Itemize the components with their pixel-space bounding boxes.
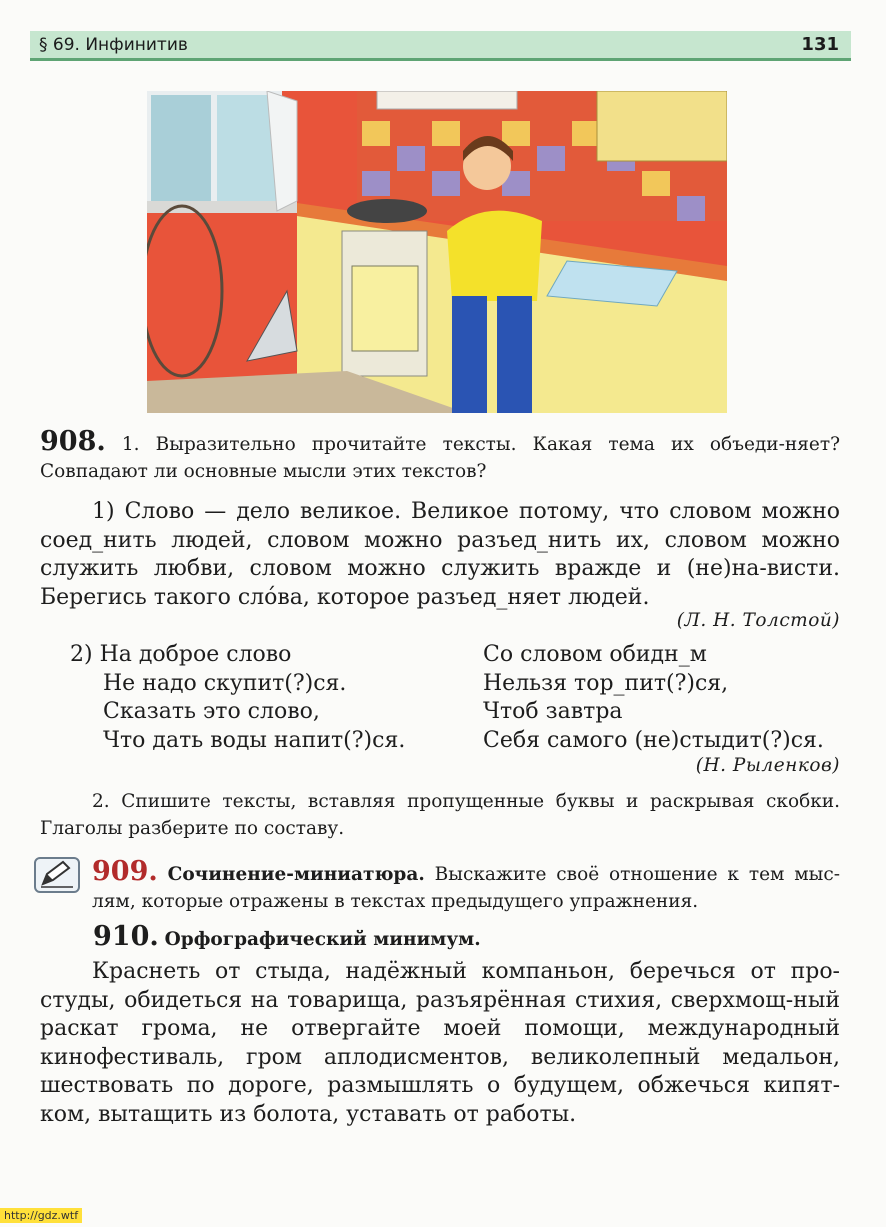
exercise-909-title: Сочинение-миниатюра. (167, 864, 425, 885)
author-rylenkov: (Н. Рыленков) (695, 755, 840, 776)
poem-line: Себя самого (не)стыдит(?)ся. (483, 727, 824, 753)
exercise-910-text (40, 958, 840, 1129)
page-number: 131 (801, 34, 839, 55)
task2-text: 2. Спишите тексты, вставляя пропущенные буквы и раскрывая скобки. Глаголы разберите по составу. (40, 791, 840, 839)
poem-line: Нельзя тор_пит(?)ся, (483, 670, 729, 696)
exercise-908-number: 908. (40, 426, 106, 457)
exercise-908-task1-text: 1. Выразительно прочитайте тексты. Какая тема их объеди-няет? Совпадают ли основные мысли этих текстов? (40, 434, 840, 482)
kitchen-scene-illustration (147, 91, 727, 413)
exercise-909 (92, 858, 840, 915)
poem-line: Что дать воды напит(?)ся. (103, 727, 406, 753)
poem-line: 2) На доброе слово (70, 642, 292, 667)
writing-pen-icon (33, 856, 81, 894)
poem-line: Чтоб завтра (483, 699, 623, 724)
exercise-910-number: 910. (93, 921, 159, 952)
watermark-link[interactable]: http://gdz.wtf (0, 1208, 82, 1223)
page-header (30, 31, 851, 61)
poem-line: Сказать это слово, (103, 699, 320, 724)
poem-right-column (483, 641, 824, 755)
exercise-909-number: 909. (92, 856, 158, 887)
section-title: § 69. Инфинитив (39, 35, 188, 55)
exercise-910-body: Краснеть от стыда, надёжный компаньон, беречься от про-студы, обидеться на товарища, разъярённая стихия, сверхмощ-ный раскат грома, не отвергайте моей помощи, международный кинофестиваль, гром аплодисментов, великолепный медальон, шествовать по дороге, размышлять о будущем, обжечься кипят-ком, вытащить из болота, уставать от работы. (40, 959, 840, 1127)
exercise-908-text1 (40, 498, 840, 612)
poem-line: Не надо скупит(?)ся. (103, 670, 347, 696)
poem-line: Со словом обидн_м (483, 642, 707, 667)
exercise-908-task1 (40, 428, 840, 485)
exercise-908-task2 (40, 788, 840, 842)
poem-left-column (70, 641, 405, 755)
exercise-910-title: Орфографический минимум. (164, 929, 481, 950)
author-tolstoy: (Л. Н. Толстой) (676, 610, 840, 631)
exercise-909-text: Выскажите своё отношение к тем мыс-лям, которые отражены в текстах предыдущего упражнения. (92, 864, 840, 912)
exercise-910-heading (93, 923, 841, 953)
text1-body: 1) Слово — дело великое. Великое потому, что словом можно соед_нить людей, словом можно разъед_нить их, словом можно служить любви, словом можно служить вражде и (не)на-висти. Берегись такого сло́ва, которое разъед_няет людей. (40, 499, 840, 610)
